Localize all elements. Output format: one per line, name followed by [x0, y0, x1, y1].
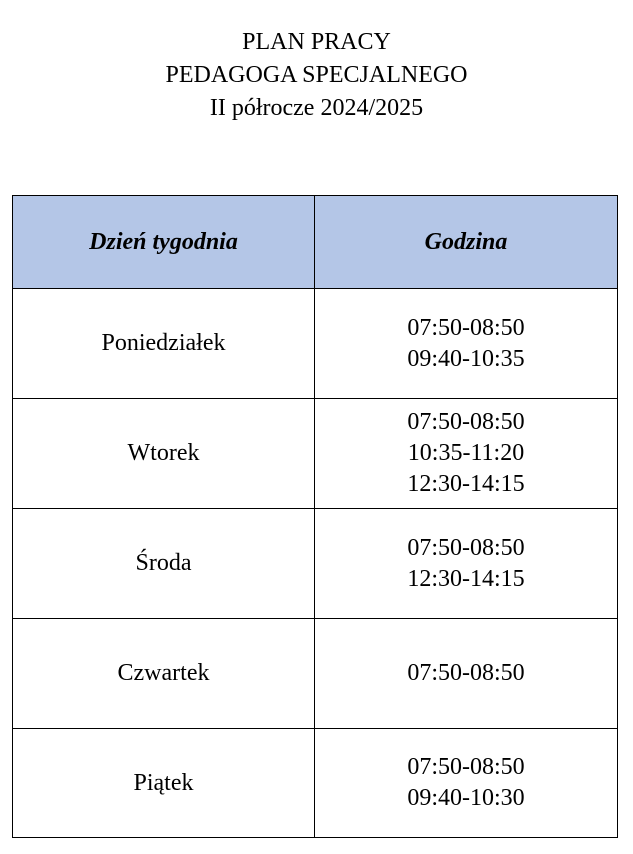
table-row: [13, 289, 618, 399]
day-cell: Piątek: [13, 729, 315, 838]
title-line-1: PLAN PRACY: [242, 29, 391, 55]
title-line-2: PEDAGOGA SPECJALNEGO: [165, 62, 468, 88]
title-line-3: II półrocze 2024/2025: [209, 95, 424, 121]
hours-cell: [315, 399, 618, 509]
table-row: [13, 399, 618, 509]
day-cell: Środa: [13, 509, 315, 619]
hours-cell: [315, 509, 618, 619]
hour-range: 07:50-08:50: [407, 314, 525, 341]
day-cell: Poniedziałek: [13, 289, 315, 399]
day-cell: Wtorek: [13, 399, 315, 509]
hour-range: 07:50-08:50: [407, 660, 525, 686]
hours-cell: [315, 289, 618, 399]
hour-range: 09:40-10:30: [407, 785, 525, 811]
hour-range: 07:50-08:50: [407, 754, 525, 780]
hours-cell: [315, 619, 618, 729]
document-title: [0, 26, 633, 125]
hour-range: 07:50-08:50: [407, 409, 525, 435]
schedule-table: [12, 195, 618, 838]
table-row: [13, 729, 618, 838]
hour-range: 07:50-08:50: [407, 534, 525, 561]
hour-range: 12:30-14:15: [407, 471, 525, 497]
table-row: [13, 509, 618, 619]
header-row: [13, 196, 618, 289]
header-hours: Godzina: [315, 196, 618, 289]
header-day: Dzień tygodnia: [13, 196, 315, 289]
hour-range: 12:30-14:15: [407, 565, 525, 592]
hours-cell: [315, 729, 618, 838]
day-cell: Czwartek: [13, 619, 315, 729]
hour-range: 09:40-10:35: [407, 345, 525, 372]
table-row: [13, 619, 618, 729]
hour-range: 10:35-11:20: [407, 440, 525, 466]
